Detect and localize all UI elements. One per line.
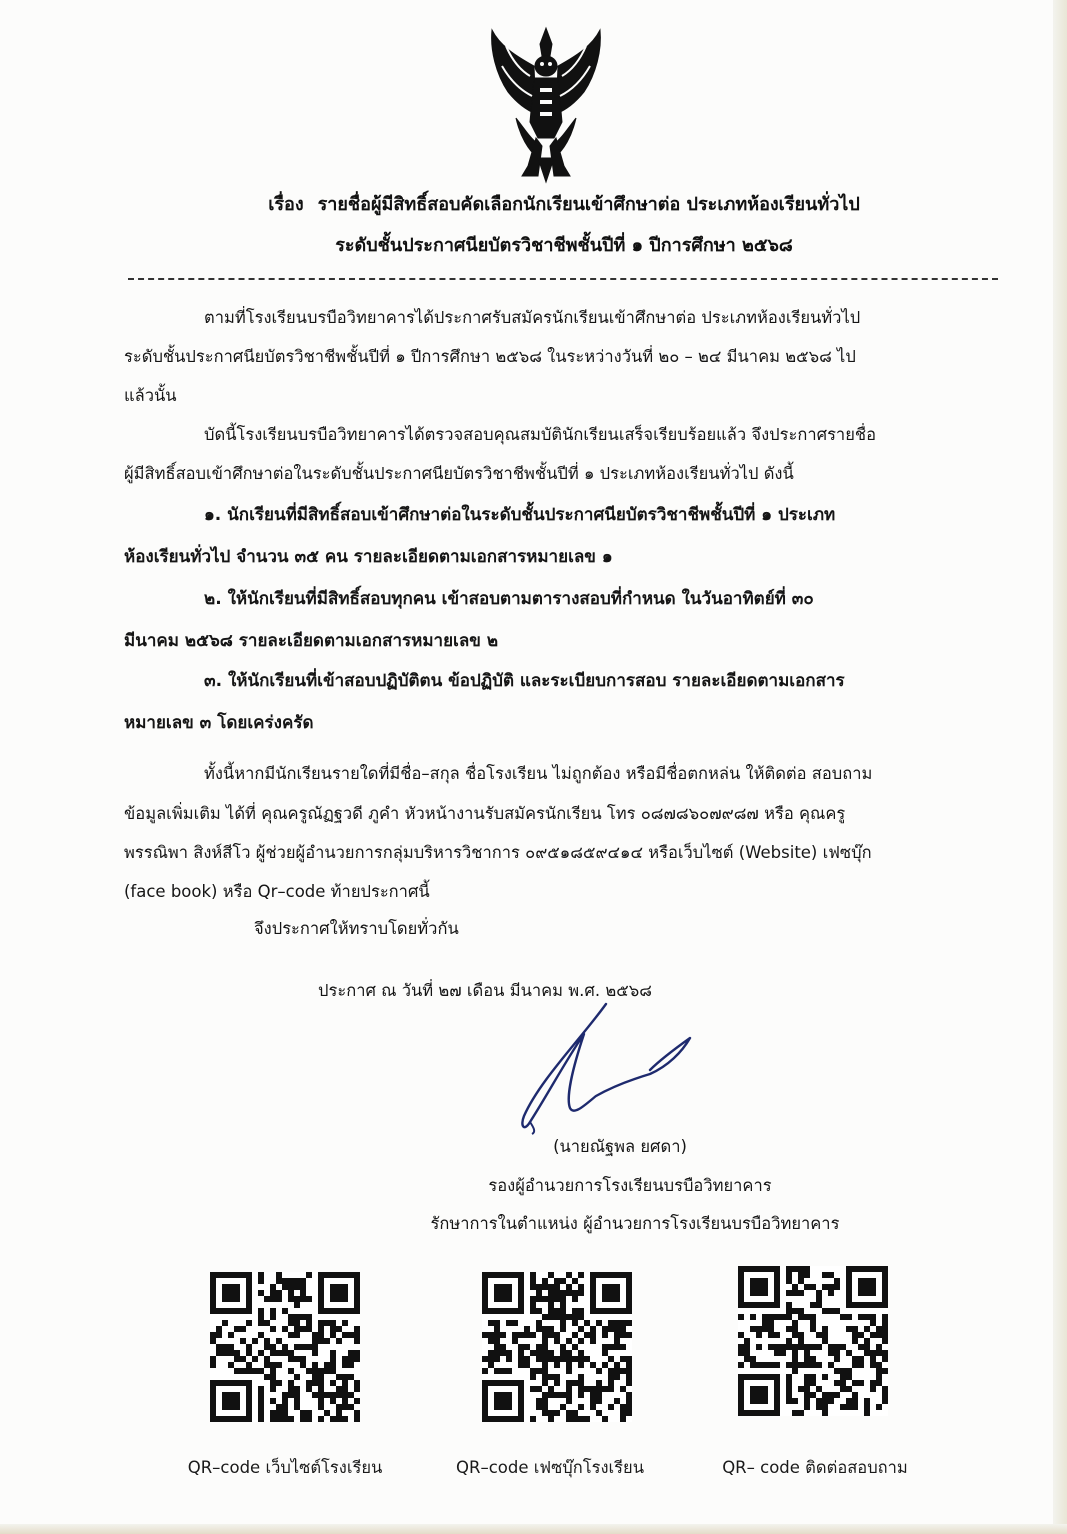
item-2-line-2: มีนาคม ๒๕๖๘ รายละเอียดตามเอกสารหมายเลข ๒ — [124, 631, 499, 651]
qr-caption-contact: QR– code ติดต่อสอบถาม — [722, 1458, 908, 1477]
paragraph-1-line-2: ระดับชั้นประกาศนียบัตรวิชาชีพชั้นปีที่ ๑ ปีการศึกษา ๒๕๖๘ ในระหว่างวันที่ ๒๐ – ๒๔ มีนาคม ๒๕๖๘ ไป — [124, 347, 856, 366]
item-3-line-1: ๓. ให้นักเรียนที่เข้าสอบปฏิบัติตน ข้อปฏิบัติ และระเบียบการสอบ รายละเอียดตามเอกสาร — [204, 671, 845, 691]
signatory-position-1: รองผู้อำนวยการโรงเรียนบรบือวิทยาคาร — [488, 1176, 772, 1195]
subject-heading-line2: ระดับชั้นประกาศนียบัตรวิชาชีพชั้นปีที่ ๑ ปีการศึกษา ๒๕๖๘ — [335, 235, 793, 256]
dashed-divider — [128, 278, 998, 280]
paper-edge-bottom — [0, 1524, 1067, 1534]
announcement-date: ประกาศ ณ วันที่ ๒๗ เดือน มีนาคม พ.ศ. ๒๕๖๘ — [318, 981, 652, 1000]
item-1-line-2: ห้องเรียนทั่วไป จำนวน ๓๕ คน รายละเอียดตามเอกสารหมายเลข ๑ — [124, 547, 613, 567]
qr-caption-website: QR–code เว็บไซต์โรงเรียน — [187, 1458, 383, 1477]
paragraph-1-line-1: ตามที่โรงเรียนบรบือวิทยาคารได้ประกาศรับสมัครนักเรียนเข้าศึกษาต่อ ประเภทห้องเรียนทั่วไป — [204, 308, 861, 327]
qr-code-website-icon[interactable] — [210, 1272, 360, 1422]
item-2-line-1: ๒. ให้นักเรียนที่มีสิทธิ์สอบทุกคน เข้าสอบตามตารางสอบที่กำหนด ในวันอาทิตย์ที่ ๓๐ — [204, 589, 814, 609]
subject-label: เรื่อง — [268, 194, 304, 215]
paragraph-2-line-2: ผู้มีสิทธิ์สอบเข้าศึกษาต่อในระดับชั้นประกาศนียบัตรวิชาชีพชั้นปีที่ ๑ ประเภทห้องเรียนทั่วไป ดังนี้ — [124, 464, 794, 483]
qr-caption-facebook: QR–code เฟซบุ๊กโรงเรียน — [456, 1458, 644, 1477]
qr-code-contact-icon[interactable] — [738, 1266, 888, 1416]
garuda-emblem-icon — [486, 26, 606, 184]
signatory-position-2: รักษาการในตำแหน่ง ผู้อำนวยการโรงเรียนบรบือวิทยาคาร — [430, 1214, 840, 1233]
signatory-name: (นายณัฐพล ยศดา) — [553, 1137, 687, 1156]
closing-line: จึงประกาศให้ทราบโดยทั่วกัน — [254, 919, 459, 938]
paragraph-3-line-4: (face book) หรือ Qr–code ท้ายประกาศนี้ — [124, 882, 430, 901]
item-3-line-2: หมายเลข ๓ โดยเคร่งครัด — [124, 713, 314, 733]
paragraph-3-line-2: ข้อมูลเพิ่มเติม ได้ที่ คุณครูณัฏฐวดี ภูคำ หัวหน้างานรับสมัครนักเรียน โทร ๐๘๗๘๖๐๗๙๘๗ หรือ คุณครู — [124, 804, 846, 823]
paragraph-3-line-3: พรรณิพา สิงห์สีโว ผู้ช่วยผู้อำนวยการกลุ่มบริหารวิชาการ ๐๙๕๑๘๕๙๔๑๔ หรือเว็บไซต์ (Website) เฟซบุ๊ก — [124, 843, 872, 862]
paper-edge — [1053, 0, 1067, 1534]
signature-image — [500, 1000, 710, 1140]
subject-text-line1: รายชื่อผู้มีสิทธิ์สอบคัดเลือกนักเรียนเข้าศึกษาต่อ ประเภทห้องเรียนทั่วไป — [317, 194, 860, 215]
subject-heading-line1 — [120, 189, 1008, 218]
paragraph-3-line-1: ทั้งนี้หากมีนักเรียนรายใดที่มีชื่อ–สกุล ชื่อโรงเรียน ไม่ถูกต้อง หรือมีชื่อตกหล่น ให้ติดต่อ สอบถาม — [204, 764, 873, 783]
qr-code-facebook-icon[interactable] — [482, 1272, 632, 1422]
paragraph-1-line-3: แล้วนั้น — [124, 386, 177, 405]
item-1-line-1: ๑. นักเรียนที่มีสิทธิ์สอบเข้าศึกษาต่อในระดับชั้นประกาศนียบัตรวิชาชีพชั้นปีที่ ๑ ประเภท — [204, 505, 836, 525]
paragraph-2-line-1: บัดนี้โรงเรียนบรบือวิทยาคารได้ตรวจสอบคุณสมบัตินักเรียนเสร็จเรียบร้อยแล้ว จึงประกาศรายชื่อ — [204, 425, 876, 444]
